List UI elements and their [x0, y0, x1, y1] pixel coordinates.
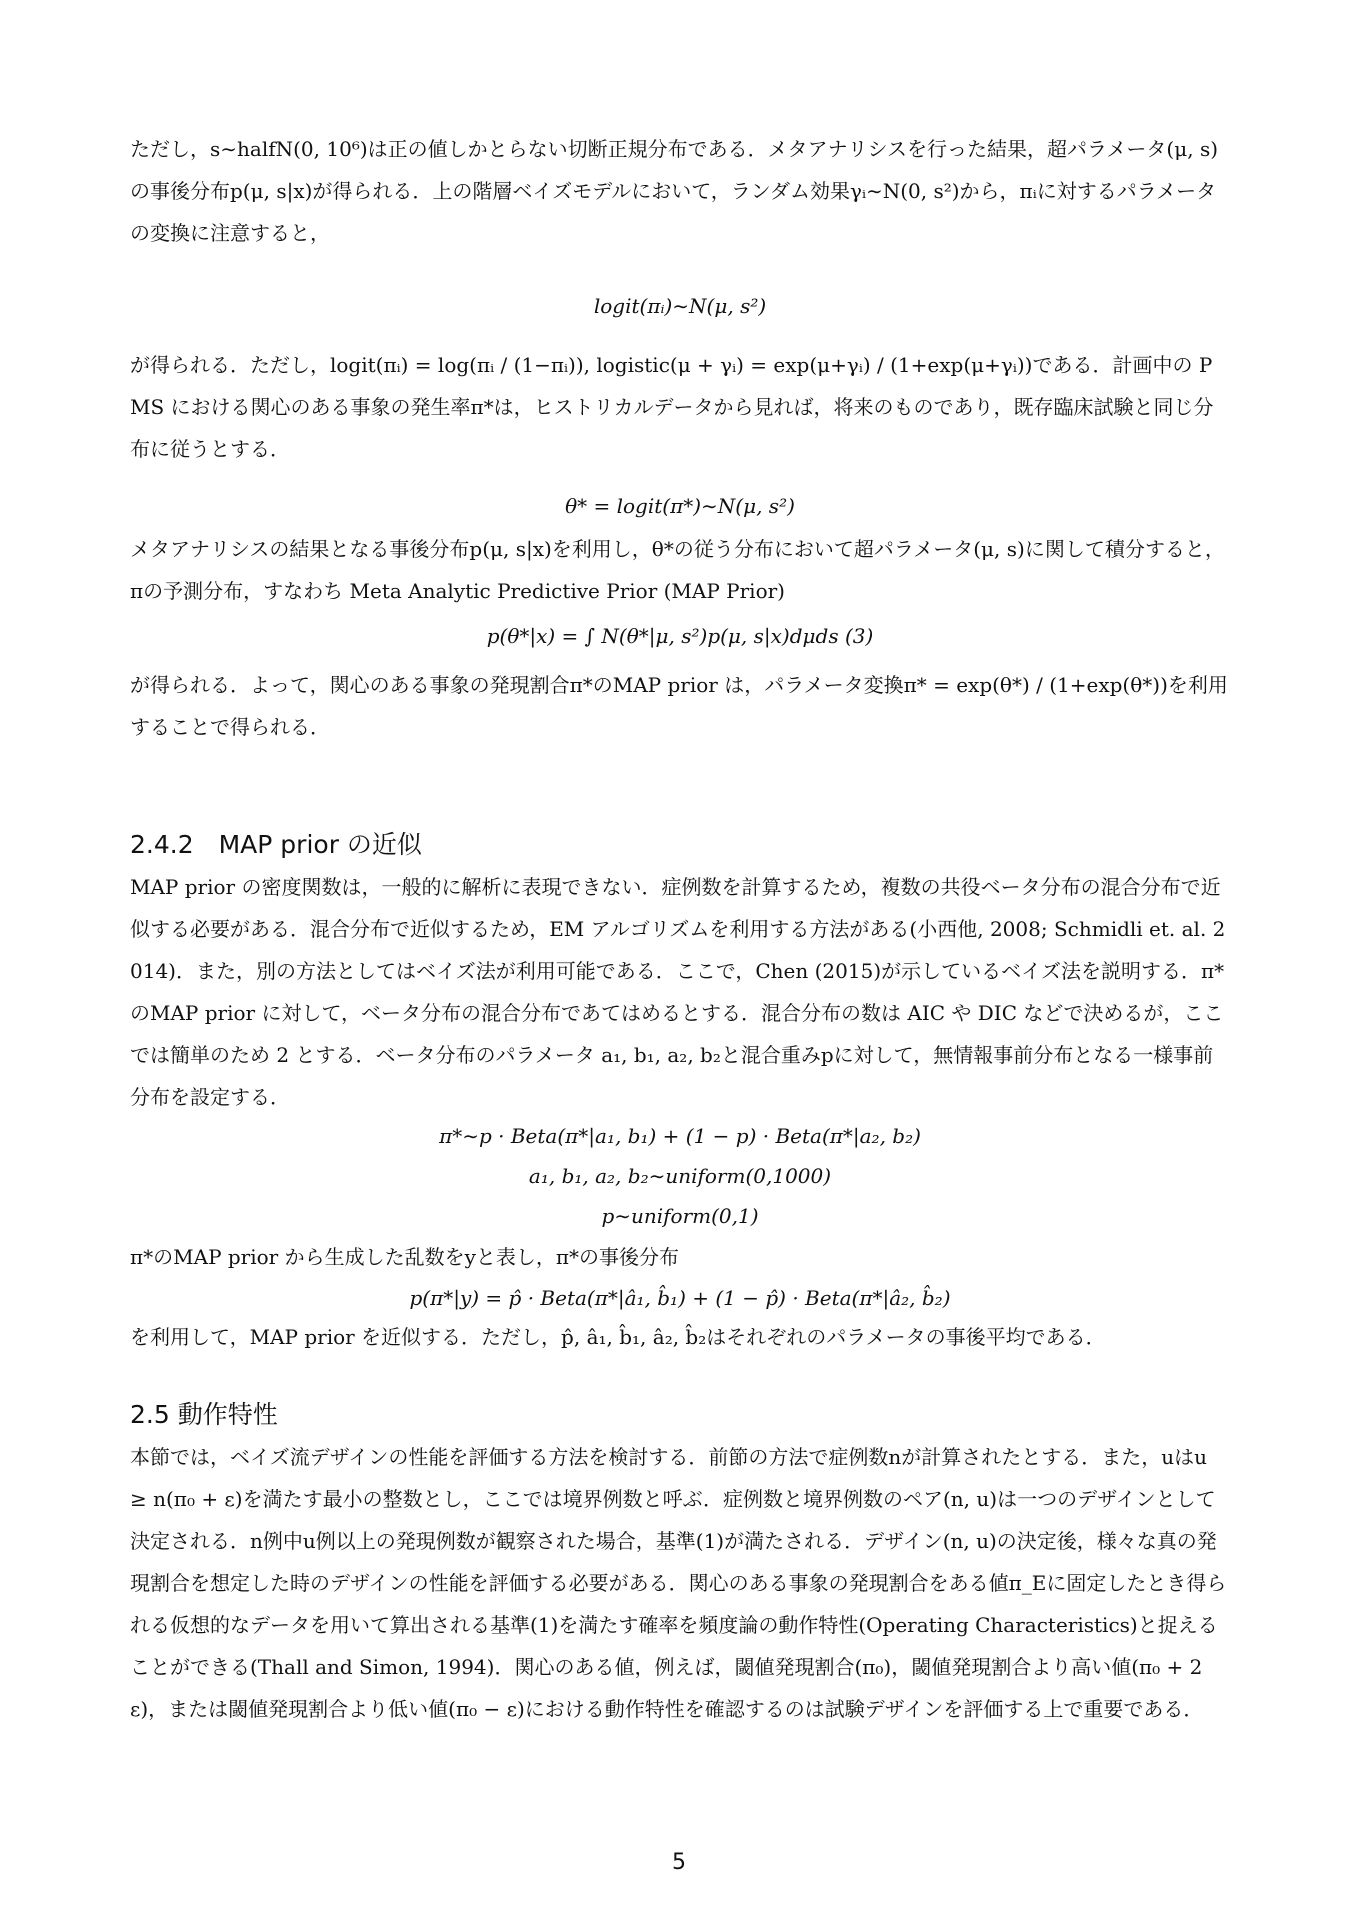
equation-uniform-p: p∼uniform(0,1) — [601, 1204, 759, 1228]
intro-paragraph-4: が得られる．よって，関心のある事象の発現割合π*のMAP prior は，パラメータ変換π* = exp(θ*) / (1+exp(θ*))を利用することで得られる． — [130, 673, 1228, 739]
equation-theta: θ* = logit(π*)∼N(μ, s²) — [565, 494, 795, 518]
intro-paragraph-1: ただし，s∼halfN(0, 10⁶)は正の値しかとらない切断正規分布である．メタアナリシスを行った結果，超パラメータ(μ, s)の事後分布p(μ, s|x)が得られる．上の階層ベイズモデルにおいて，ランダム効果γᵢ∼N(0, s²)から，πᵢに対するパラメータの変換に注意すると， — [130, 137, 1219, 245]
equation-3: p(θ*|x) = ∫ N(θ*|μ, s²)p(μ, s|x)dμds (3) — [486, 624, 874, 648]
section-2-4-2-paragraph-1: MAP prior の密度関数は，一般的に解析に表現できない．症例数を計算するため，複数の共役ベータ分布の混合分布で近似する必要がある．混合分布で近似するため，EM アルゴリズムを利用する方法がある(小西他, 2008; Schmidli et. al. 2014)．また，別の方法としてはベイズ法が利用可能である．ここで，Chen (2015)が示しているベイズ法を説明する．π*のMAP prior に対して，ベータ分布の混合分布であてはめるとする．混合分布の数は AIC や DIC などで決めるが，ここでは簡単のため 2 とする．ベータ分布のパラメータ a₁, b₁, a₂, b₂と混合重みpに対して，無情報事前分布となる一様事前分布を設定する． — [130, 875, 1226, 1109]
section-heading-2-5: 2.5 動作特性 — [130, 1400, 278, 1429]
equation-posterior: p(π*|y) = p̂ · Beta(π*|â₁, b̂₁) + (1 − p̂) · Beta(π*|â₂, b̂₂) — [409, 1286, 951, 1310]
section-2-5-paragraph-1: 本節では，ベイズ流デザインの性能を評価する方法を検討する．前節の方法で症例数nが計算されたとする．また，uはu ≥ n(π₀ + ε)を満たす最小の整数とし，ここでは境界例数と呼ぶ．症例数と境界例数のペア(n, u)は一つのデザインとして決定される．n例中u例以上の発現例数が観察された場合，基準(1)が満たされる．デザイン(n, u)の決定後，様々な真の発現割合を想定した時のデザインの性能を評価する必要がある．関心のある事象の発現割合をある値π_Eに固定したとき得られる仮想的なデータを用いて算出される基準(1)を満たす確率を頻度論の動作特性(Operating Characteristics)と捉えることができる(Thall and Simon, 1994)．関心のある値，例えば，閾値発現割合(π₀)，閾値発現割合より高い値(π₀ + 2ε)，または閾値発現割合より低い値(π₀ − ε)における動作特性を確認するのは試験デザインを評価する上で重要である． — [130, 1445, 1227, 1721]
section-2-4-2-paragraph-2: π*のMAP prior から生成した乱数をyと表し，π*の事後分布 — [130, 1245, 680, 1269]
equation-uniform-ab: a₁, b₁, a₂, b₂∼uniform(0,1000) — [528, 1164, 832, 1188]
section-heading-2-4-2: 2.4.2 MAP prior の近似 — [130, 830, 422, 859]
intro-paragraph-2: が得られる．ただし，logit(πᵢ) = log(πᵢ / (1−πᵢ)), logistic(μ + γᵢ) = exp(μ+γᵢ) / (1+exp(μ+γᵢ))である．計画中の PMS における関心のある事象の発生率π*は，ヒストリカルデータから見れば，将来のものであり，既存臨床試験と同じ分布に従うとする． — [130, 353, 1214, 461]
intro-paragraph-3: メタアナリシスの結果となる事後分布p(μ, s|x)を利用し，θ*の従う分布において超パラメータ(μ, s)に関して積分すると，πの予測分布，すなわち Meta Analytic Predictive Prior (MAP Prior) — [130, 537, 1225, 603]
page-number: 5 — [672, 1850, 686, 1875]
equation-logit: logit(πᵢ)∼N(μ, s²) — [593, 294, 767, 318]
section-2-4-2-paragraph-3: を利用して，MAP prior を近似する．ただし，p̂, â₁, b̂₁, â₂, b̂₂はそれぞれのパラメータの事後平均である． — [130, 1325, 1106, 1349]
equation-mixture: π*∼p · Beta(π*|a₁, b₁) + (1 − p) · Beta(π*|a₂, b₂) — [439, 1124, 921, 1148]
